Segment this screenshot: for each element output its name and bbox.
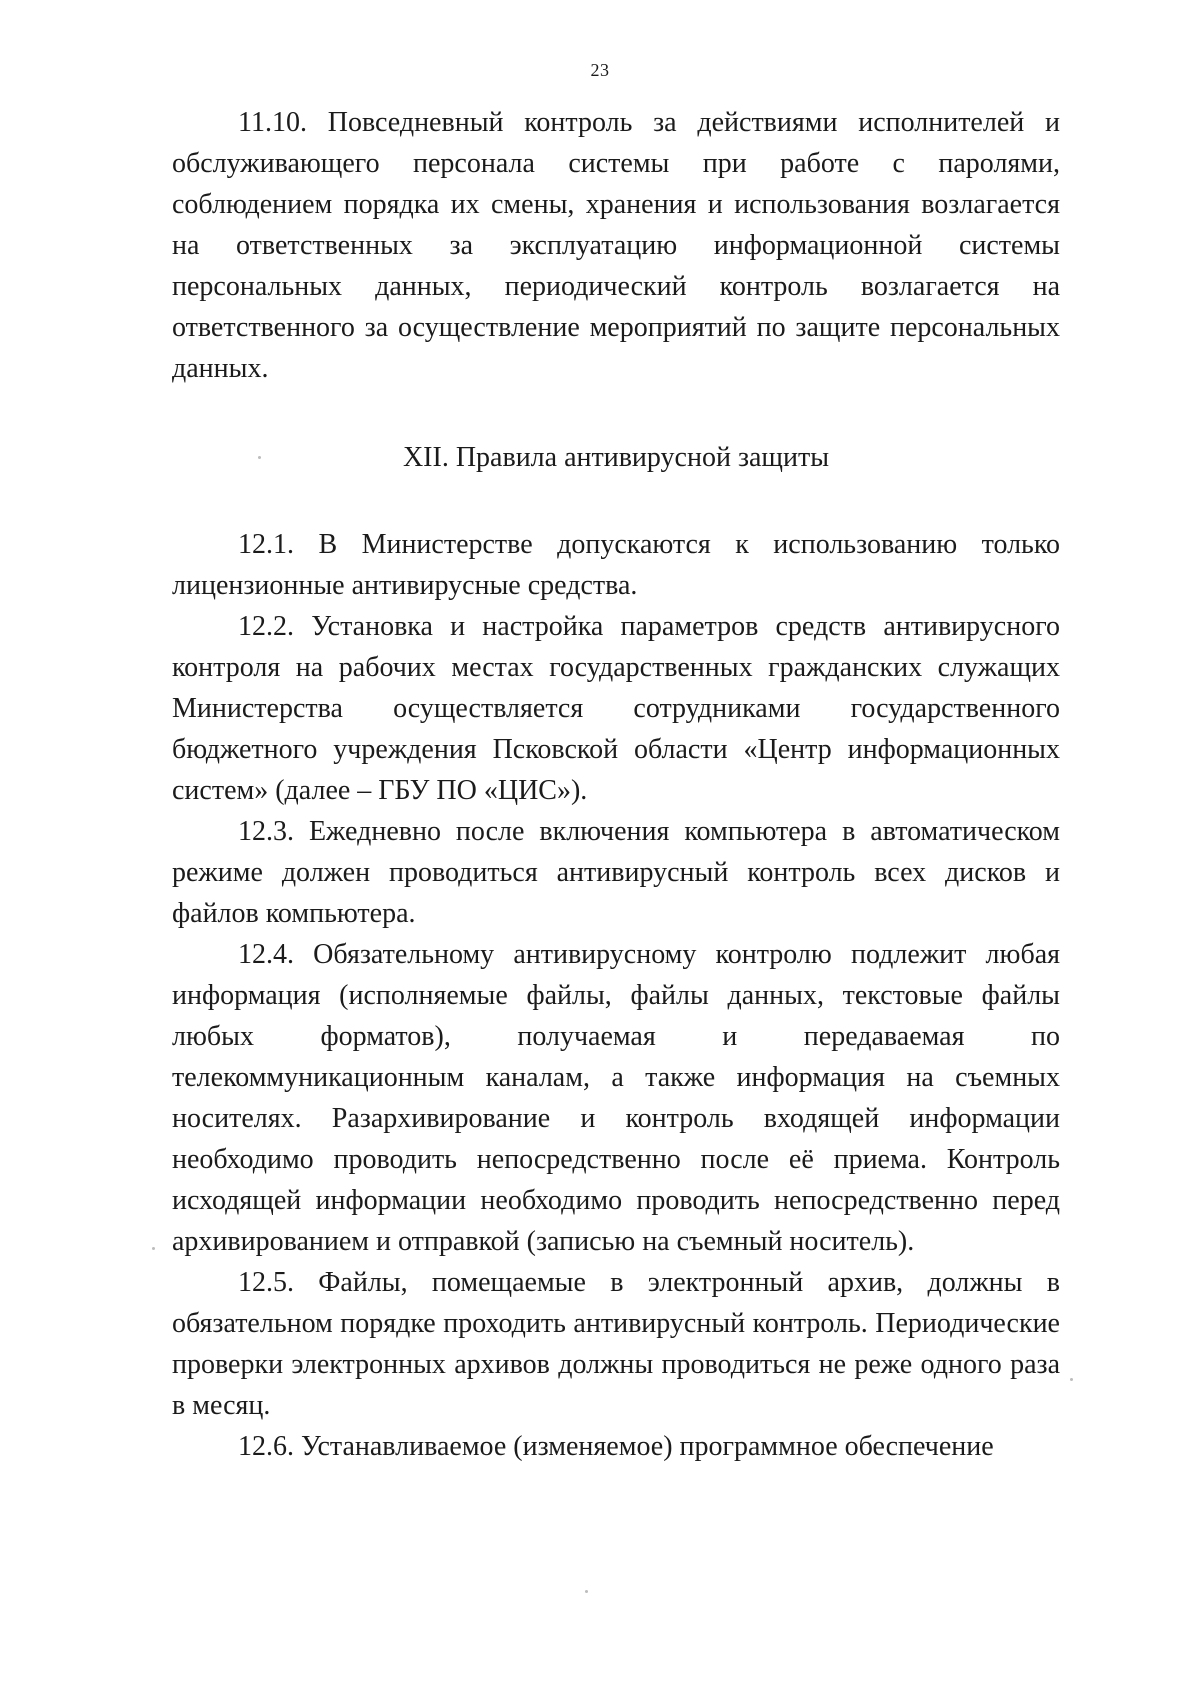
paragraph-12-5: 12.5. Файлы, помещаемые в электронный архив, должны в обязательном порядке проходить антивирусный контроль. Периодические проверки электронных архивов должны проводиться не реже одного раза в месяц. [172, 1267, 1060, 1421]
paragraph-12-3: 12.3. Ежедневно после включения компьютера в автоматическом режиме должен проводиться антивирусный контроль всех дисков и файлов компьютера. [172, 816, 1060, 929]
paragraph-11-10: 11.10. Повседневный контроль за действиями исполнителей и обслуживающего персонала системы при работе с паролями, соблюдением порядка их смены, хранения и использования возлагается на ответственных за эксплуатацию информационной системы персональных данных, периодический контроль возлагается на ответственного за осуществление мероприятий по защите персональных данных. [172, 107, 1060, 384]
paragraph-12-4: 12.4. Обязательному антивирусному контролю подлежит любая информация (исполняемые файлы, файлы данных, текстовые файлы любых форматов), получаемая и передаваемая по телекоммуникационным каналам, а также информация на съемных носителях. Разархивирование и контроль входящей информации необходимо проводить непосредственно после её приема. Контроль исходящей информации необходимо проводить непосредственно перед архивированием и отправкой (записью на съемный носитель). [172, 939, 1060, 1257]
document-body [172, 102, 1060, 1467]
scan-speck [585, 1590, 588, 1593]
paragraph-12-6: 12.6. Устанавливаемое (изменяемое) программное обеспечение [238, 1431, 994, 1462]
scan-speck [1070, 1378, 1073, 1381]
paragraph-12-1: 12.1. В Министерстве допускаются к использованию только лицензионные антивирусные средства. [172, 529, 1060, 601]
paragraph-12-2: 12.2. Установка и настройка параметров средств антивирусного контроля на рабочих местах государственных гражданских служащих Министерства осуществляется сотрудниками государственного бюджетного учреждения Псковской области «Центр информационных систем» (далее – ГБУ ПО «ЦИС»). [172, 611, 1060, 806]
page-number: 23 [590, 60, 610, 80]
section-heading-xii: XII. Правила антивирусной защиты [402, 442, 830, 473]
scan-speck [152, 1247, 155, 1250]
scan-speck [258, 456, 261, 459]
